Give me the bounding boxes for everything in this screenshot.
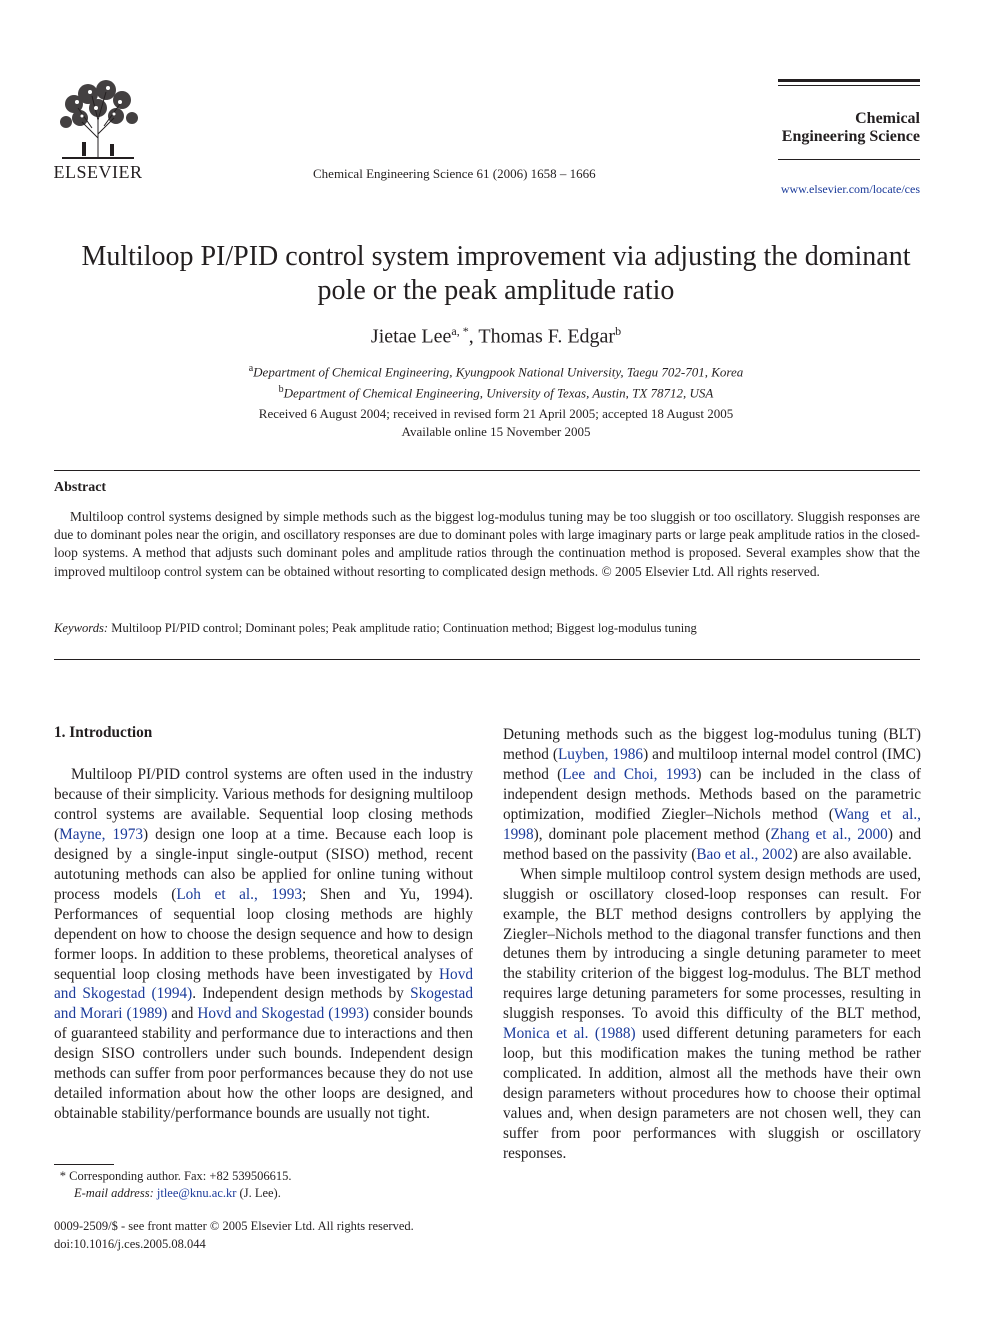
- paragraph-text: ; Shen and Yu, 1994). Performances of sequential loop closing methods are highly dependent on how to choose the design sequence and how to design former loops. In addition to these problems, theoretical analyses of sequential loop closing methods have been investigated by: [54, 885, 473, 983]
- publisher-name: ELSEVIER: [53, 162, 143, 182]
- affiliation-text: Department of Chemical Engineering, Kyungpook National University, Taegu 702-701, Korea: [253, 364, 744, 380]
- author-separator: ,: [468, 325, 479, 348]
- affiliations: [40, 360, 952, 403]
- paragraph-text: ) are also available.: [792, 845, 912, 863]
- abstract-body: [54, 508, 920, 581]
- keywords: [54, 621, 920, 636]
- email-footnote: [54, 1186, 484, 1201]
- citation-link[interactable]: Zhang et al., 2000: [770, 825, 888, 843]
- paragraph-text: ) and multiloop internal model control (IMC) method (: [503, 745, 921, 783]
- abstract-bottom-rule: [54, 659, 920, 660]
- email-label: E-mail address:: [74, 1186, 154, 1200]
- author-name: Jietae Lee: [370, 325, 452, 348]
- citation-link[interactable]: Hovd and Skogestad (1993): [197, 1005, 370, 1023]
- header-rule: [778, 85, 920, 86]
- section-heading: 1. Introduction: [54, 724, 153, 741]
- abstract-heading: Abstract: [54, 480, 107, 495]
- paragraph-text: . Independent design methods by: [192, 985, 411, 1003]
- corresponding-author-footnote: [54, 1169, 484, 1184]
- paragraph: [503, 725, 921, 865]
- paragraph-text: ) and method based on the passivity (: [503, 825, 922, 863]
- paragraph-text: When simple multiloop control system design methods are used, sluggish or oscillatory closed-loop responses can result. For example, the BLT method designs controllers by applying the Ziegler–Nichols method to the diagonal transfer functions and then detunes them by introducing a single detuning parameter to meet the stability criterion of the biggest log-modulus. The BLT method requires large detuning parameters for some processes, resulting in sluggish responses. To avoid this difficulty of the BLT method,: [503, 865, 921, 1023]
- journal-title-line: Engineering Science: [781, 128, 920, 145]
- doi: doi:10.1016/j.ces.2005.08.044: [54, 1237, 206, 1251]
- paragraph-text: used different detuning parameters for each loop, but this modification makes the tuning method be rather complicated. In addition, almost all the methods have their own design parameters without procedures how to choose their optimal values and, when design parameters are not chosen well, they can suffer from poor performances with sluggish or oscillatory responses.: [503, 1025, 921, 1163]
- affiliation: [40, 381, 952, 402]
- paragraph-text: consider bounds of guaranteed stability and performance due to interactions and then design SISO controllers under such bounds. Independent design methods can suffer from poor performances because they do not use detailed information about how the other loops are designed, and obtainable stability/performance bounds are usually not tight.: [54, 1005, 473, 1123]
- footnote-text: Corresponding author. Fax: +82 539506615.: [66, 1169, 292, 1183]
- available-online-date: Available online 15 November 2005: [401, 424, 591, 439]
- citation-link[interactable]: Luyben, 1986: [557, 745, 644, 763]
- header-rule: [778, 159, 920, 160]
- abstract-text: Multiloop control systems designed by simple methods such as the biggest log-modulus tuning may be too sluggish or too oscillatory. Sluggish responses are due to dominant poles near the origin, and oscillatory responses are due to dominant poles with large imaginary parts or large peak amplitude ratios in the closed-loop systems. A method that adjusts such dominant poles and amplitude ratios through the continuation method is proposed. Several examples show that the improved multiloop control system can be obtained without resorting to complicated design methods.: [54, 509, 920, 579]
- journal-url-link[interactable]: www.elsevier.com/locate/ces: [780, 182, 920, 196]
- citation-link[interactable]: Skogestad and Morari (1989): [54, 985, 473, 1023]
- title-line: pole or the peak amplitude ratio: [317, 275, 675, 306]
- received-dates: Received 6 August 2004; received in revised form 21 April 2005; accepted 18 August 2005: [258, 406, 734, 421]
- citation-link[interactable]: Hovd and Skogestad (1994): [54, 965, 473, 1003]
- title-line: Multiloop PI/PID control system improvement via adjusting the dominant: [81, 241, 911, 272]
- paragraph-text: ) can be included in the class of independent design methods. Methods based on the parametric optimization, modified Ziegler–Nichols method (: [503, 765, 921, 823]
- left-column: [54, 765, 473, 1124]
- citation-link[interactable]: Bao et al., 2002: [696, 845, 793, 863]
- email-suffix: (J. Lee).: [236, 1186, 281, 1200]
- citation-link[interactable]: Mayne, 1973: [59, 825, 144, 843]
- footnote-mark: *: [59, 1169, 66, 1183]
- paragraph: [503, 865, 921, 1164]
- citation-link[interactable]: Wang et al., 1998: [503, 805, 921, 843]
- journal-citation: Chemical Engineering Science 61 (2006) 1658 – 1666: [313, 166, 596, 181]
- abstract-copyright: © 2005 Elsevier Ltd. All rights reserved.: [601, 563, 820, 579]
- front-matter-notice: 0009-2509/$ - see front matter © 2005 Elsevier Ltd. All rights reserved.: [54, 1219, 414, 1233]
- author-name: Thomas F. Edgar: [478, 325, 616, 348]
- right-column: [503, 725, 921, 1164]
- journal-title-line: Chemical: [855, 110, 920, 127]
- citation-link[interactable]: Lee and Choi, 1993: [562, 765, 697, 783]
- citation-link[interactable]: Loh et al., 1993: [176, 885, 302, 903]
- author-affiliation-mark: b: [615, 324, 622, 338]
- article-history: [40, 405, 952, 441]
- affiliation-mark: a: [248, 363, 254, 374]
- author-list: [40, 324, 952, 349]
- affiliation-text: Department of Chemical Engineering, University of Texas, Austin, TX 78712, USA: [283, 385, 714, 401]
- keywords-label: Keywords:: [54, 621, 109, 635]
- header-rule: [778, 79, 920, 82]
- citation-link[interactable]: Monica et al. (1988): [503, 1025, 636, 1043]
- paragraph-text: ), dominant pole placement method (: [533, 825, 771, 843]
- affiliation: [40, 360, 952, 381]
- abstract-top-rule: [54, 470, 920, 471]
- affiliation-mark: b: [278, 384, 284, 396]
- paragraph-text: ) design one loop at a time. Because each loop is designed by a single-input single-output (SISO) method, recent autotuning methods can also be applied for online tuning without process models (: [54, 825, 473, 903]
- footnote-rule: [54, 1164, 114, 1165]
- email-link[interactable]: jtlee@knu.ac.kr: [156, 1186, 237, 1200]
- paragraph-text: Detuning methods such as the biggest log-modulus tuning (BLT) method (: [503, 726, 921, 763]
- keywords-list: Multiloop PI/PID control; Dominant poles; Peak amplitude ratio; Continuation method; Biggest log-modulus tuning: [111, 621, 697, 635]
- paper-title: [40, 240, 952, 308]
- paragraph: [54, 765, 473, 1124]
- author-affiliation-mark: a, *: [451, 324, 469, 338]
- paragraph-text: and: [167, 1005, 198, 1023]
- paragraph-text: Multiloop PI/PID control systems are often used in the industry because of their simplicity. Various methods for designing multiloop control systems are available. Sequential loop closing methods (: [54, 766, 473, 843]
- journal-title: [770, 110, 920, 146]
